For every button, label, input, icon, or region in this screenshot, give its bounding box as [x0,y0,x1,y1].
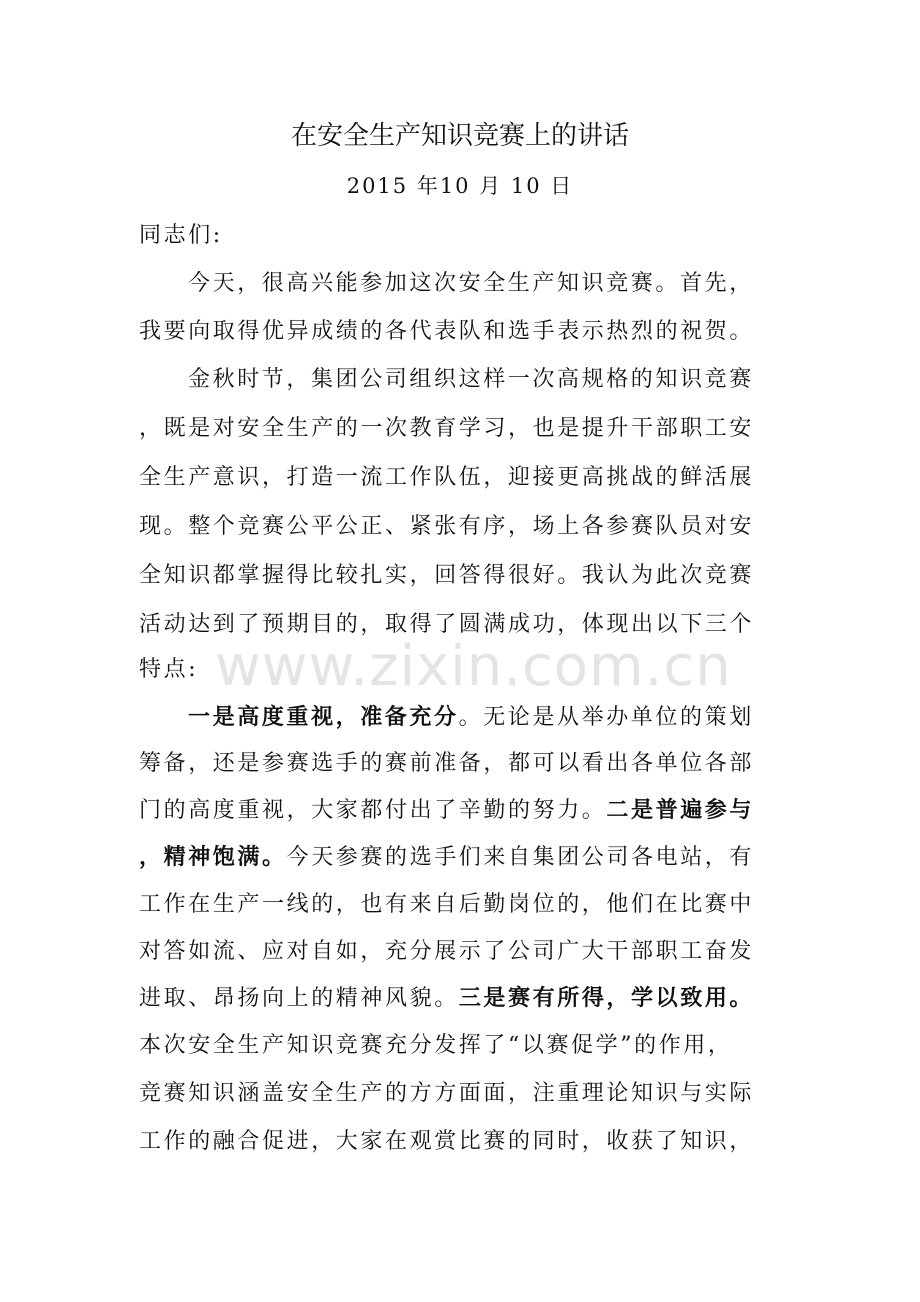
paragraph-3-line-8: 本次安全生产知识竞赛充分发挥了“以赛促学”的作用， [139,1033,733,1058]
key-point-3: 三是赛有所得，学以致用。 [458,986,755,1011]
watermark: www.zixin.com.cn [215,634,732,699]
paragraph-1-line-1: 今天，很高兴能参加这次安全生产知识竞赛。首先， [188,271,754,296]
salutation: 同志们: [139,223,223,248]
paragraph-3-line-1-text: 。无论是从举办单位的策划 [458,705,754,730]
paragraph-3-line-10: 工作的融合促进，大家在观赏比赛的同时，收获了知识， [139,1129,755,1154]
paragraph-3-line-4-text: 今天参赛的选手们来自集团公司各电站，有 [286,845,755,870]
paragraph-2-line-5: 全知识都掌握得比较扎实，回答得很好。我认为此次竞赛 [139,563,755,588]
paragraph-2-line-3: 全生产意识，打造一流工作队伍，迎接更高挑战的鲜活展 [139,465,755,490]
paragraph-2-line-1: 金秋时节，集团公司组织这样一次高规格的知识竞赛 [188,367,754,392]
paragraph-3-line-3 [139,791,779,831]
paragraph-1-line-2: 我要向取得优异成绩的各代表队和选手表示热烈的祝贺。 [139,319,755,344]
paragraph-3-line-7 [139,979,779,1019]
key-point-2-continued: ，精神饱满。 [139,845,287,870]
paragraph-3-line-3-text: 门的高度重视，大家都付出了辛勤的努力。 [139,798,607,823]
paragraph-3-line-2: 筹备，还是参赛选手的赛前准备，都可以看出各单位各部 [139,751,755,776]
paragraph-3-line-4 [139,838,779,878]
paragraph-2-line-4: 现。整个竞赛公平公正、紧张有序，场上各参赛队员对安 [139,514,755,539]
paragraph-3-line-5: 工作在生产一线的，也有来自后勤岗位的，他们在比赛中 [139,892,755,917]
paragraph-3-line-7-text: 进取、昂扬向上的精神风貌。 [139,986,459,1011]
paragraph-2-line-2: ，既是对安全生产的一次教育学习，也是提升干部职工安 [139,416,755,441]
key-point-1: 一是高度重视，准备充分 [188,705,459,730]
document-title: 在安全生产知识竞赛上的讲话 [290,121,629,151]
paragraph-2-line-6: 活动达到了预期目的，取得了圆满成功，体现出以下三个 [139,612,755,637]
paragraph-3-line-6: 对答如流、应对自如，充分展示了公司广大干部职工奋发 [139,939,755,964]
paragraph-3-line-9: 竞赛知识涵盖安全生产的方方面面，注重理论知识与实际 [139,1081,755,1106]
paragraph-2-line-7: 特点: [139,657,199,682]
document-date: 2015 年10 月 10 日 [346,174,574,198]
paragraph-3-line-1 [188,698,828,738]
key-point-2: 二是普遍参与 [606,798,755,823]
